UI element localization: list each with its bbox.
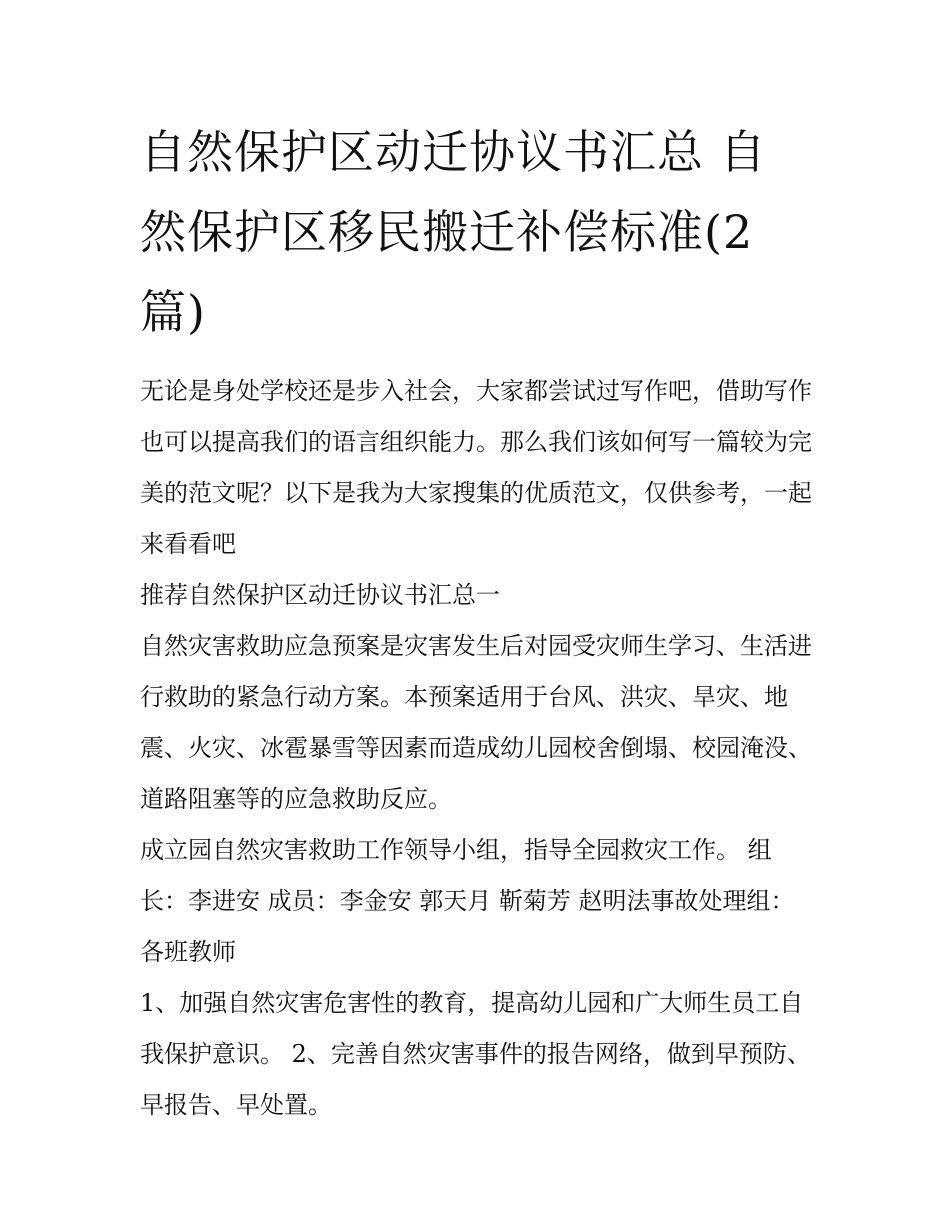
document-title: 自然保护区动迁协议书汇总 自然保护区移民搬迁补偿标准(2篇) (140, 125, 767, 339)
section-heading: 推荐自然保护区动迁协议书汇总一 (140, 581, 500, 609)
body-paragraph: 自然灾害救助应急预案是灾害发生后对园受灾师生学习、生活进行救助的紧急行动方案。本预案适用于台风、洪灾、旱灾、地震、火灾、冰雹暴雪等因素而造成幼儿园校舍倒塌、校园淹没、道路阻塞等的应急救助反应。 (140, 632, 812, 813)
body-paragraph: 1、加强自然灾害危害性的教育，提高幼儿园和广大师生员工自我保护意识。 2、完善自然灾害事件的报告网络，做到早预防、早报告、早处置。 (140, 989, 811, 1119)
body-paragraph: 成立园自然灾害救助工作领导小组，指导全园救灾工作。 组长：李进安 成员：李金安 郭天月 靳菊芳 赵明法事故处理组：各班教师 (140, 836, 795, 966)
intro-paragraph: 无论是身处学校还是步入社会，大家都尝试过写作吧，借助写作也可以提高我们的语言组织能力。那么我们该如何写一篇较为完美的范文呢？以下是我为大家搜集的优质范文，仅供参考，一起来看看吧 (140, 377, 812, 558)
document-body (140, 112, 812, 1131)
